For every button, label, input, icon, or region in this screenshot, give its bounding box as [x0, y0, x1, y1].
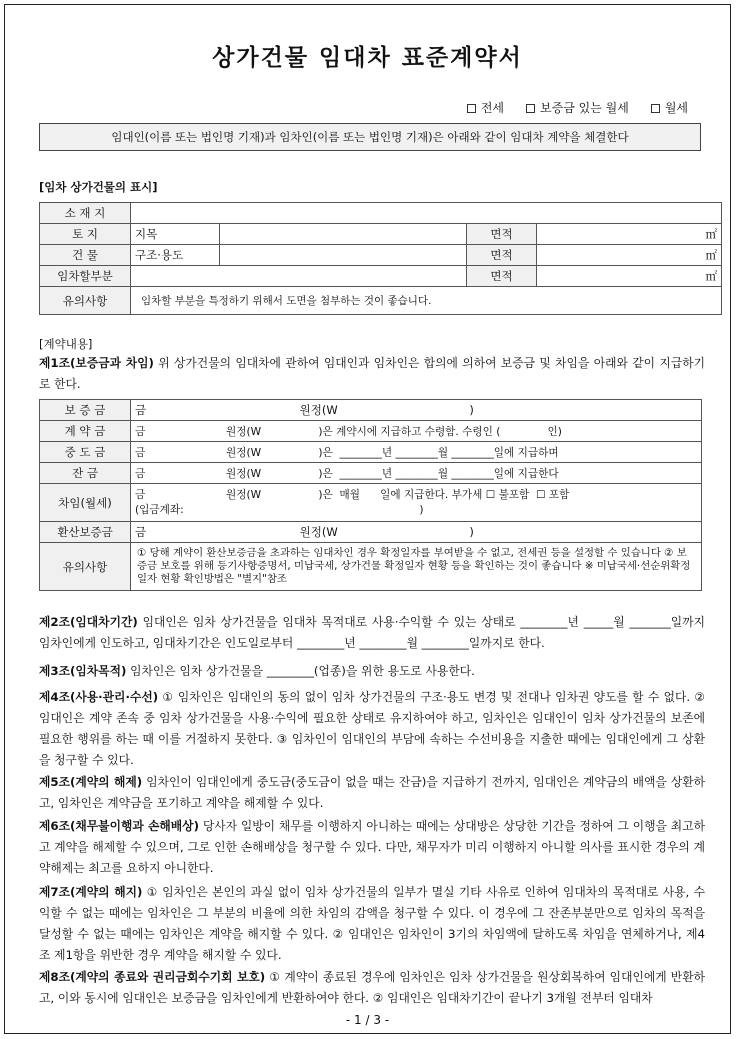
article-5: [39, 772, 705, 814]
property-section-label: [임차 상가건물의 표시]: [39, 180, 158, 194]
building-type-cell[interactable]: [220, 245, 467, 266]
page-number: - 1 / 3 -: [345, 1013, 390, 1027]
checkbox-icon: [467, 104, 476, 113]
article-8: [39, 967, 705, 1009]
article-7: [39, 882, 705, 966]
rental-part-head: 임차할부분: [40, 266, 131, 287]
article-1: [39, 353, 705, 395]
location-head: 소 재 지: [40, 203, 131, 224]
contract-notes-text: ① 당해 계약이 환산보증금을 초과하는 임대차인 경우 확정일자를 부여받을 수 없고, 전세권 등을 설정할 수 있습니다 ② 보증금 보호를 위해 등기사항증명서, 미납국세, 상가건물 확정일자 현황 등을 확인하는 것이 좋습니다 ※ 미납국세·선순위확정일자 현황 확인방법은 "별지"참조: [131, 543, 702, 591]
converted-deposit-cell[interactable]: 금 원정(W ): [131, 522, 702, 543]
article-title: 제3조(임차목적): [39, 664, 127, 678]
balance-head: 잔 금: [40, 463, 131, 484]
article-title: 제5조(계약의 해제): [39, 775, 143, 789]
area-unit: ㎡: [537, 224, 722, 245]
article-text: 임차인이 임대인에게 중도금(중도금이 없을 때는 잔금)을 지급하기 전까지, 임대인은 계약금의 배액을 상환하고, 임차인은 계약금을 포기하고 계약을 해제할 수 있다.: [39, 775, 706, 810]
table-row: [40, 203, 722, 224]
article-text: ① 임차인은 본인의 과실 없이 임차 상가건물의 일부가 멸실 기타 사유로 인하여 임대차의 목적대로 사용, 수익할 수 없는 때에는 임차인은 그 부분의 비율에 의한 차임의 감액을 청구할 수 있다. 이 경우에 그 잔존부분만으로 임차의 목적을 달성할 수 없는 때에는 임차인은 계약을 해지할 수 있다. ② 임대인은 임차인이 3기의 차임액에 달하도록 차임을 연체하거나, 제4조 제1항을 위반한 경우 계약을 해지할 수 있다.: [39, 885, 705, 962]
article-text: ① 임차인은 임대인의 동의 없이 임차 상가건물의 구조·용도 변경 및 전대나 임차권 양도를 할 수 없다. ② 임대인은 계약 존속 중 임차 상가건물을 사용·수익에 필요한 상태로 유지하여야 하고, 임차인은 임대인이 임차 상가건물의 보존에 필요한 행위를 하는 때 이를 거절하지 못한다. ③ 임차인이 임대인의 부담에 속하는 수선비용을 지출한 때에는 임대인에게 그 상환을 청구할 수 있다.: [39, 690, 705, 767]
document-title: 상가건물 임대차 표준계약서: [212, 45, 523, 71]
contract-section-label: [계약내용]: [39, 337, 93, 351]
table-row: [40, 543, 702, 591]
article-4: [39, 687, 705, 771]
land-type-cell[interactable]: [220, 224, 467, 245]
rental-part-cell[interactable]: [131, 266, 467, 287]
building-sub-label: 구조·용도: [131, 245, 220, 266]
table-row: [40, 522, 702, 543]
area-head: 면적: [467, 266, 537, 287]
article-1-title: 제1조(보증금과 차임): [39, 356, 154, 370]
building-head: 건 물: [40, 245, 131, 266]
notes-text: 임차할 부분을 특정하기 위해서 도면을 첨부하는 것이 좋습니다.: [131, 287, 722, 315]
payment-table: [39, 399, 702, 591]
down-payment-head: 계 약 금: [40, 421, 131, 442]
article-title: 제8조(계약의 종료와 권리금회수기회 보호): [39, 970, 266, 984]
rent-head: 차임(월세): [40, 484, 131, 522]
balance-cell[interactable]: 금 원정(W )은 ________년 ________월 ________일에 지급한다: [131, 463, 702, 484]
article-6: [39, 816, 705, 879]
deposit-head: 보 증 금: [40, 400, 131, 421]
check-jeonse[interactable]: 전세: [467, 99, 504, 116]
rent-cell[interactable]: [131, 484, 702, 522]
document-page: [4, 4, 731, 1034]
area-unit: ㎡: [537, 266, 722, 287]
property-table: [39, 202, 722, 315]
checkbox-icon: [651, 104, 660, 113]
article-title: 제4조(사용·관리·수선): [39, 690, 159, 704]
interim-payment-cell[interactable]: 금 원정(W )은 ________년 ________월 ________일에 지급하며: [131, 442, 702, 463]
table-row: [40, 400, 702, 421]
article-title: 제6조(채무불이행과 손해배상): [39, 819, 199, 833]
article-text: 당사자 일방이 채무를 이행하지 아니하는 때에는 상대방은 상당한 기간을 정하여 그 이행을 최고하고 계약을 해제할 수 있으며, 그로 인한 손해배상을 청구할 수 있다. 다만, 채무자가 미리 이행하지 아니할 의사를 표시한 경우의 계약해제는 최고를 요하지 아니한다.: [39, 819, 705, 875]
article-title: 제2조(임대차기간): [39, 615, 138, 629]
notes-head: 유의사항: [40, 287, 131, 315]
area-head: 면적: [467, 245, 537, 266]
land-head: 토 지: [40, 224, 131, 245]
table-row: [40, 463, 702, 484]
check-monthly[interactable]: 월세: [651, 99, 688, 116]
article-text: ① 계약이 종료된 경우에 임차인은 임차 상가건물을 원상회복하여 임대인에게 반환하고, 이와 동시에 임대인은 보증금을 임차인에게 반환하여야 한다. ② 임대인은 임대차기간이 끝나기 3개월 전부터 임대차: [39, 970, 705, 1005]
article-1-text: 위 상가건물의 임대차에 관하여 임대인과 임차인은 합의에 의하여 보증금 및 차임을 아래와 같이 지급하기로 한다.: [39, 356, 706, 391]
converted-deposit-head: 환산보증금: [40, 522, 131, 543]
interim-payment-head: 중 도 금: [40, 442, 131, 463]
table-row: [40, 421, 702, 442]
table-row: [40, 484, 702, 522]
article-text: 임차인은 임차 상가건물을 ________(업종)을 위한 용도로 사용한다.: [126, 664, 475, 678]
land-sub-label: 지목: [131, 224, 220, 245]
table-row: [40, 245, 722, 266]
table-row: [40, 287, 722, 315]
area-head: 면적: [467, 224, 537, 245]
article-text: 임대인은 임차 상가건물을 임대차 목적대로 사용·수익할 수 있는 상태로 ________년 _____월 _______일까지 임차인에게 인도하고, 임대차기간은 인도일로부터 ________년 ________월 ________일까지로 한다.: [39, 615, 705, 650]
article-title: 제7조(계약의 해지): [39, 885, 143, 899]
table-row: [40, 224, 722, 245]
contract-notes-head: 유의사항: [40, 543, 131, 591]
rent-account-line: (입금계좌: ): [135, 503, 424, 516]
article-2: [39, 612, 705, 654]
area-unit: ㎡: [537, 245, 722, 266]
down-payment-cell[interactable]: 금 원정(W )은 계약시에 지급하고 수령함. 수령인 ( 인): [131, 421, 702, 442]
rent-line: 금 원정(W )은 매월 일에 지급한다. 부가세 ☐ 불포함 ☐ 포함: [135, 488, 570, 501]
intro-box: 임대인(이름 또는 법인명 기재)과 임차인(이름 또는 법인명 기재)은 아래와 같이 임대차 계약을 체결한다: [39, 123, 701, 151]
deposit-cell[interactable]: 금 원정(W ): [131, 400, 702, 421]
check-deposit-monthly[interactable]: 보증금 있는 월세: [526, 99, 629, 116]
contract-type-checks: [467, 99, 688, 116]
location-cell[interactable]: [131, 203, 722, 224]
table-row: [40, 442, 702, 463]
table-row: [40, 266, 722, 287]
checkbox-icon: [526, 104, 535, 113]
article-3: [39, 661, 705, 682]
